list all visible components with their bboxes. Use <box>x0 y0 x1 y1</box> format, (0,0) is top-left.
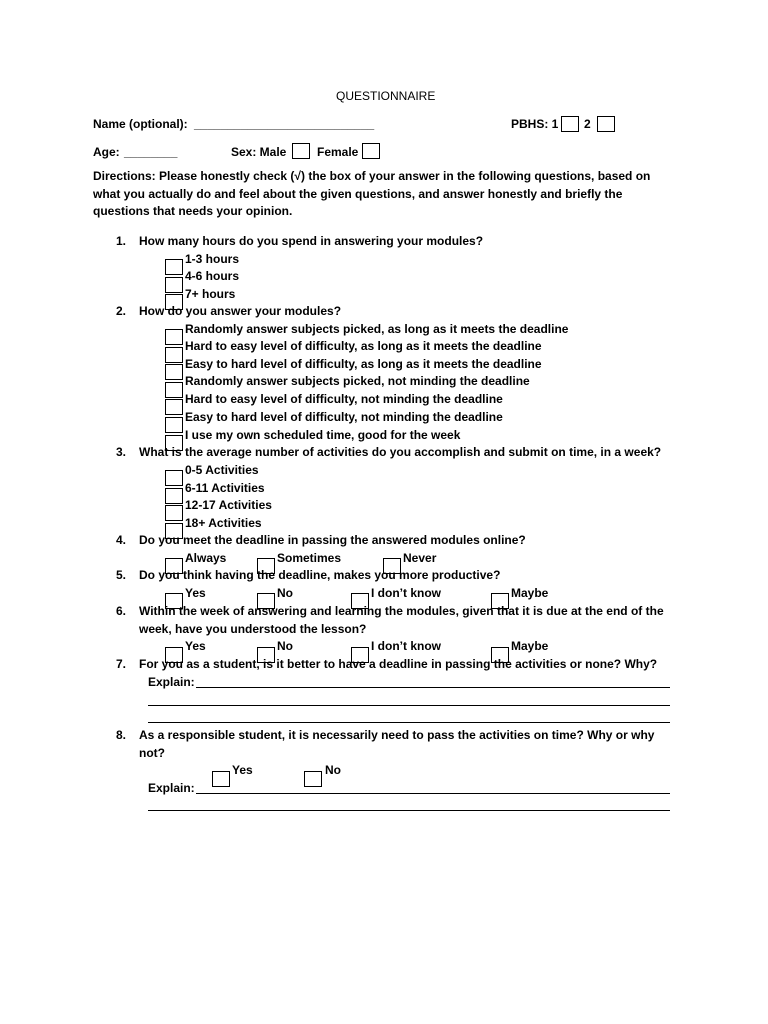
question-text: What is the average number of activities do you accomplish and submit on time, in a week? <box>139 445 662 459</box>
age-label: Age: <box>93 145 120 159</box>
directions <box>93 168 673 221</box>
explain-label: Explain: <box>148 675 195 689</box>
sex-male-label: Sex: Male <box>231 145 287 159</box>
question-number: 3. <box>116 445 127 459</box>
answer-line[interactable] <box>148 705 670 706</box>
option-label: Easy to hard level of difficulty, as long as it meets the deadline <box>185 357 542 371</box>
question-number: 4. <box>116 533 127 547</box>
option-label: I don’t know <box>371 639 441 653</box>
question-text: As a responsible student, it is necessarily need to pass the activities on time? Why or why not? <box>139 728 655 760</box>
option-checkbox[interactable] <box>165 417 183 433</box>
male-checkbox[interactable] <box>292 143 310 159</box>
option-label: 1-3 hours <box>185 252 240 266</box>
option-label: 18+ Activities <box>185 516 262 530</box>
option-label: Never <box>403 551 437 565</box>
option-label: 12-17 Activities <box>185 498 272 512</box>
female-checkbox[interactable] <box>362 143 380 159</box>
pbhs-1-checkbox[interactable] <box>561 116 579 132</box>
option-checkbox[interactable] <box>165 399 183 415</box>
question-text: How do you answer your modules? <box>139 304 342 318</box>
option-checkbox[interactable] <box>165 329 183 345</box>
explain-label: Explain: <box>148 781 195 795</box>
age-field-blank[interactable]: ________ <box>124 145 178 159</box>
option-label: Maybe <box>511 586 549 600</box>
option-label: 6-11 Activities <box>185 481 265 495</box>
question-text: How many hours do you spend in answering your modules? <box>139 234 484 248</box>
question-text: Within the week of answering and learning the modules, given that it is due at the end of the week, have you understood the lesson? <box>139 604 664 636</box>
pbhs-2-checkbox[interactable] <box>597 116 615 132</box>
option-label: Yes <box>185 586 206 600</box>
option-label: Maybe <box>511 639 549 653</box>
option-label: I don’t know <box>371 586 441 600</box>
option-label: Yes <box>185 639 206 653</box>
option-checkbox[interactable] <box>165 470 183 486</box>
option-checkbox[interactable] <box>165 277 183 293</box>
option-label: Hard to easy level of difficulty, as long as it meets the deadline <box>185 339 542 353</box>
option-label: Hard to easy level of difficulty, not minding the deadline <box>185 392 503 406</box>
answer-line[interactable] <box>148 810 670 811</box>
question-number: 6. <box>116 604 127 618</box>
option-checkbox[interactable] <box>304 771 322 787</box>
question-number: 7. <box>116 657 127 671</box>
question-number: 5. <box>116 568 127 582</box>
option-label: 0-5 Activities <box>185 463 259 477</box>
female-label: Female <box>317 145 359 159</box>
directions-text: Please honestly check (√) the box of your answer in the following questions, based on what you actually do and feel about the given questions, and answer honestly and briefly the questions that needs your opinion. <box>93 169 651 218</box>
pbhs-label: PBHS: 1 <box>511 117 559 131</box>
option-label: 4-6 hours <box>185 269 240 283</box>
option-label: Yes <box>232 763 253 777</box>
question-number: 1. <box>116 234 127 248</box>
option-label: 7+ hours <box>185 287 236 301</box>
option-checkbox[interactable] <box>165 488 183 504</box>
answer-line[interactable] <box>148 722 670 723</box>
option-label: Randomly answer subjects picked, not minding the deadline <box>185 374 530 388</box>
option-label: I use my own scheduled time, good for the week <box>185 428 461 442</box>
option-checkbox[interactable] <box>165 259 183 275</box>
option-checkbox[interactable] <box>165 505 183 521</box>
name-field-blank[interactable]: ___________________________ <box>194 117 375 131</box>
answer-line[interactable] <box>196 793 670 794</box>
name-label: Name (optional): <box>93 117 188 131</box>
option-checkbox[interactable] <box>212 771 230 787</box>
directions-label: Directions: <box>93 169 156 183</box>
question-text: Do you think having the deadline, makes you more productive? <box>139 568 501 582</box>
option-label: No <box>325 763 341 777</box>
option-checkbox[interactable] <box>165 364 183 380</box>
pbhs-2-label: 2 <box>584 117 591 131</box>
option-label: Always <box>185 551 227 565</box>
answer-line[interactable] <box>196 687 670 688</box>
option-label: Sometimes <box>277 551 342 565</box>
option-label: Easy to hard level of difficulty, not minding the deadline <box>185 410 503 424</box>
option-label: No <box>277 639 293 653</box>
question-text: Do you meet the deadline in passing the answered modules online? <box>139 533 526 547</box>
option-label: No <box>277 586 293 600</box>
page-title: QUESTIONNAIRE <box>336 89 436 103</box>
question-number: 2. <box>116 304 127 318</box>
option-label: Randomly answer subjects picked, as long as it meets the deadline <box>185 322 569 336</box>
question-number: 8. <box>116 728 127 742</box>
option-checkbox[interactable] <box>165 382 183 398</box>
option-checkbox[interactable] <box>165 347 183 363</box>
question-text: For you as a student, is it better to have a deadline in passing the activities or none? Why? <box>139 657 658 671</box>
